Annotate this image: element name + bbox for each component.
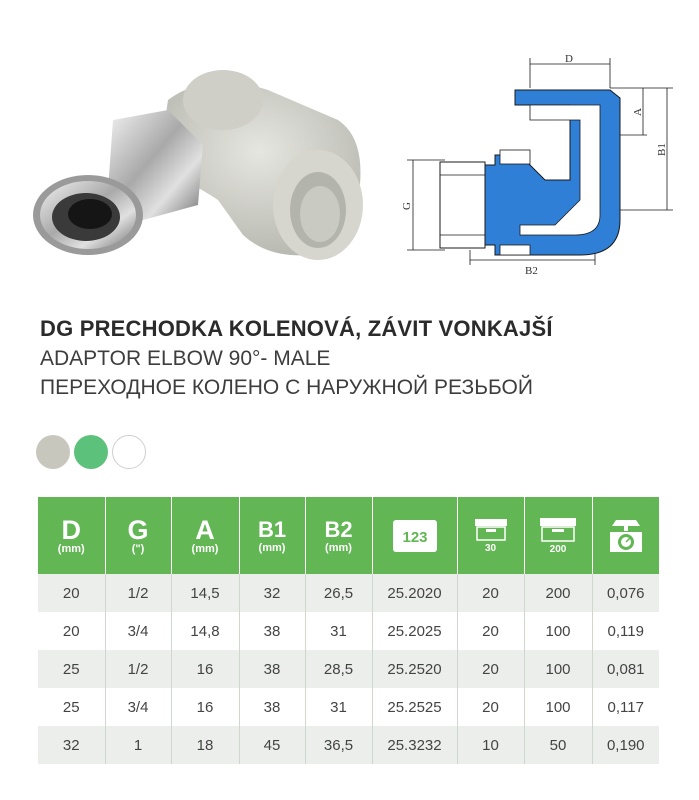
dim-G: G <box>401 202 413 210</box>
col-header-code <box>372 497 457 574</box>
cell-b1: 45 <box>239 726 305 764</box>
cell-a: 16 <box>171 650 239 688</box>
outer-box-qty-label: 200 <box>549 544 567 555</box>
table-row <box>38 574 659 612</box>
cell-d: 32 <box>38 726 105 764</box>
technical-drawing <box>395 50 685 280</box>
col-header-a <box>171 497 239 574</box>
col-header-unit: (mm) <box>191 542 219 555</box>
col-header-b1 <box>239 497 305 574</box>
spec-table <box>38 497 659 764</box>
col-header-label: B2 <box>324 516 353 542</box>
dim-D: D <box>565 53 573 65</box>
cell-b1: 38 <box>239 688 305 726</box>
product-photo <box>18 30 368 280</box>
col-header-weight <box>592 497 659 574</box>
color-swatches <box>36 435 146 469</box>
dim-A: A <box>632 108 644 116</box>
dim-B2: B2 <box>525 265 538 277</box>
cell-g: 1 <box>105 726 171 764</box>
cell-code: 25.2525 <box>372 688 457 726</box>
cell-a: 14,5 <box>171 574 239 612</box>
cell-g: 3/4 <box>105 688 171 726</box>
col-header-d <box>38 497 105 574</box>
cell-d: 25 <box>38 688 105 726</box>
cell-outer-box-qty: 200 <box>524 574 592 612</box>
col-header-outer-box <box>524 497 592 574</box>
cell-d: 20 <box>38 612 105 650</box>
cell-inner-box-qty: 20 <box>457 688 524 726</box>
cell-b2: 31 <box>305 612 372 650</box>
col-header-g <box>105 497 171 574</box>
cell-b1: 38 <box>239 650 305 688</box>
cell-d: 25 <box>38 650 105 688</box>
col-header-label: A <box>195 514 215 545</box>
swatch-white[interactable] <box>112 435 146 469</box>
cell-outer-box-qty: 50 <box>524 726 592 764</box>
cell-b2: 31 <box>305 688 372 726</box>
title-block <box>40 316 680 400</box>
table-row <box>38 650 659 688</box>
cell-code: 25.2520 <box>372 650 457 688</box>
code-icon <box>392 519 438 553</box>
cell-code: 25.2025 <box>372 612 457 650</box>
cell-outer-box-qty: 100 <box>524 650 592 688</box>
cell-g: 1/2 <box>105 574 171 612</box>
outer-box-icon <box>538 516 578 542</box>
cell-weight: 0,076 <box>592 574 659 612</box>
cell-a: 18 <box>171 726 239 764</box>
table-row <box>38 688 659 726</box>
cell-g: 1/2 <box>105 650 171 688</box>
col-header-b2 <box>305 497 372 574</box>
code-icon-text: 123 <box>401 528 428 546</box>
cell-b1: 32 <box>239 574 305 612</box>
cell-outer-box-qty: 100 <box>524 612 592 650</box>
cell-inner-box-qty: 20 <box>457 650 524 688</box>
inner-box-icon <box>473 517 509 541</box>
col-header-label: G <box>127 514 149 545</box>
cell-b1: 38 <box>239 612 305 650</box>
swatch-green[interactable] <box>74 435 108 469</box>
product-title: DG PRECHODKA KOLENOVÁ, ZÁVIT VONKAJŠÍ <box>40 316 553 341</box>
scale-icon <box>606 518 646 554</box>
cell-inner-box-qty: 10 <box>457 726 524 764</box>
col-header-label: D <box>61 514 81 545</box>
col-header-unit: (") <box>131 542 145 555</box>
cell-code: 25.3232 <box>372 726 457 764</box>
product-title-ru: ПЕРЕХОДНОЕ КОЛЕНО С НАРУЖНОЙ РЕЗЬБОЙ <box>40 376 533 399</box>
col-header-inner-box <box>457 497 524 574</box>
cell-b2: 26,5 <box>305 574 372 612</box>
cell-inner-box-qty: 20 <box>457 612 524 650</box>
spec-table-body <box>38 574 659 764</box>
col-header-unit: (mm) <box>57 542 85 555</box>
cell-inner-box-qty: 20 <box>457 574 524 612</box>
cell-d: 20 <box>38 574 105 612</box>
cell-a: 14,8 <box>171 612 239 650</box>
col-header-unit: (mm) <box>325 541 352 554</box>
cell-g: 3/4 <box>105 612 171 650</box>
cell-weight: 0,190 <box>592 726 659 764</box>
cell-b2: 28,5 <box>305 650 372 688</box>
cell-weight: 0,117 <box>592 688 659 726</box>
inner-box-qty-label: 30 <box>484 543 497 554</box>
dim-B1: B1 <box>656 143 668 156</box>
table-row <box>38 726 659 764</box>
cell-code: 25.2020 <box>372 574 457 612</box>
cell-b2: 36,5 <box>305 726 372 764</box>
cell-outer-box-qty: 100 <box>524 688 592 726</box>
table-header-row <box>38 497 659 574</box>
cell-a: 16 <box>171 688 239 726</box>
swatch-grey[interactable] <box>36 435 70 469</box>
cell-weight: 0,081 <box>592 650 659 688</box>
table-row <box>38 612 659 650</box>
cell-weight: 0,119 <box>592 612 659 650</box>
col-header-unit: (mm) <box>258 541 286 554</box>
col-header-label: B1 <box>257 516 287 542</box>
product-title-en: ADAPTOR ELBOW 90°- MALE <box>40 347 331 370</box>
